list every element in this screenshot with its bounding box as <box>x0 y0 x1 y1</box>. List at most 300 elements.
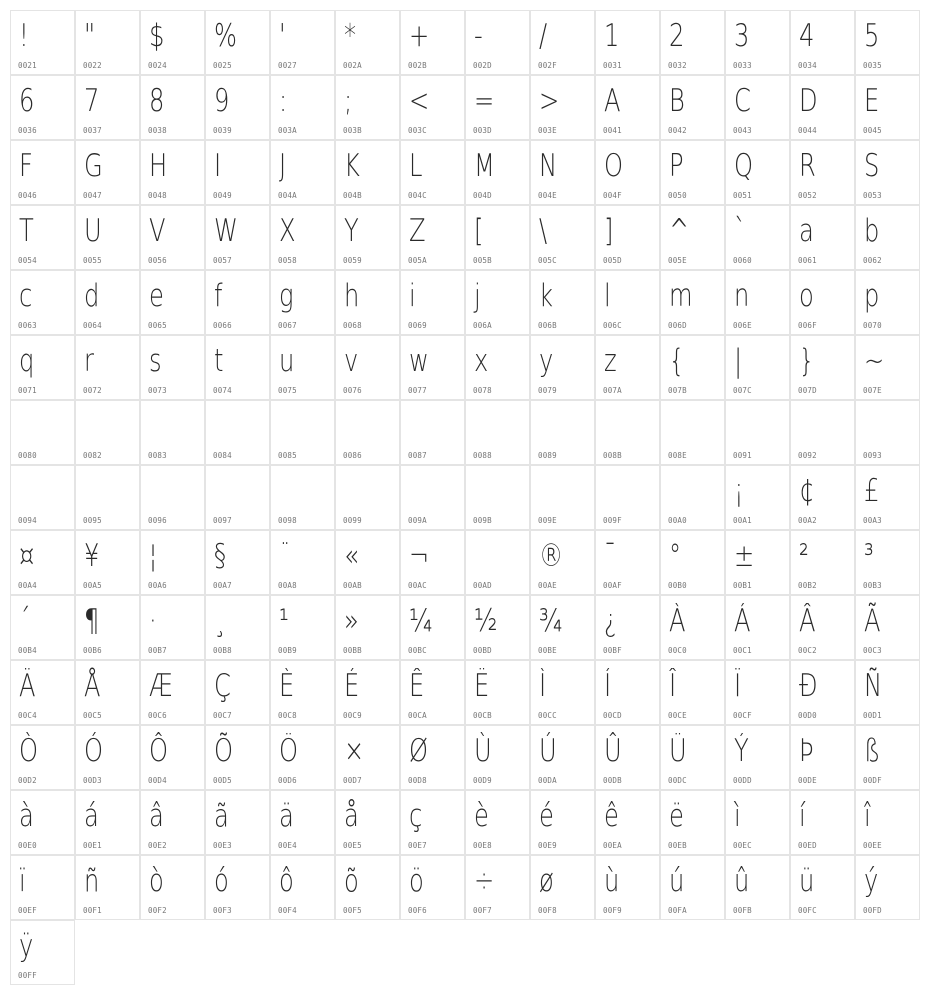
glyph-codepoint: 00FC <box>798 906 817 915</box>
glyph-cell <box>790 205 855 270</box>
glyph-char: ÷ <box>474 863 495 899</box>
glyph-codepoint: 00A5 <box>83 581 102 590</box>
glyph-char: : <box>279 83 288 119</box>
glyph-char: v <box>344 343 359 379</box>
glyph-cell <box>595 75 660 140</box>
glyph-codepoint: 00E8 <box>473 841 492 850</box>
glyph-codepoint: 00E3 <box>213 841 232 850</box>
glyph-cell <box>75 595 140 660</box>
glyph-char: È <box>279 668 295 704</box>
glyph-char: ì <box>734 798 741 834</box>
glyph-codepoint: 0080 <box>18 451 37 460</box>
glyph-cell <box>75 205 140 270</box>
glyph-codepoint: 00A7 <box>213 581 232 590</box>
glyph-codepoint: 0033 <box>733 61 752 70</box>
glyph-cell <box>75 660 140 725</box>
glyph-cell <box>205 595 270 660</box>
glyph-cell <box>660 270 725 335</box>
glyph-cell <box>10 270 75 335</box>
glyph-codepoint: 00AD <box>473 581 492 590</box>
glyph-cell <box>725 140 790 205</box>
glyph-codepoint: 00D9 <box>473 776 492 785</box>
glyph-codepoint: 0032 <box>668 61 687 70</box>
glyph-char: Ä <box>19 668 36 704</box>
glyph-codepoint: 009A <box>408 516 427 525</box>
glyph-char: 5 <box>864 18 880 54</box>
glyph-codepoint: 006F <box>798 321 817 330</box>
glyph-codepoint: 00CB <box>473 711 492 720</box>
glyph-cell <box>335 335 400 400</box>
glyph-cell <box>465 335 530 400</box>
glyph-char: } <box>799 343 815 379</box>
glyph-codepoint: 00D7 <box>343 776 362 785</box>
glyph-cell <box>725 270 790 335</box>
glyph-cell <box>725 335 790 400</box>
glyph-codepoint: 0069 <box>408 321 427 330</box>
glyph-char: I <box>214 148 222 184</box>
glyph-codepoint: 00CF <box>733 711 752 720</box>
glyph-cell <box>465 75 530 140</box>
glyph-cell <box>335 465 400 530</box>
glyph-cell <box>335 660 400 725</box>
glyph-char: ¼ <box>409 603 433 639</box>
glyph-char: / <box>539 18 548 54</box>
glyph-char: û <box>734 863 750 899</box>
glyph-cell <box>270 725 335 790</box>
glyph-cell <box>10 465 75 530</box>
glyph-cell <box>465 595 530 660</box>
glyph-codepoint: 009F <box>603 516 622 525</box>
glyph-char: $ <box>149 18 165 54</box>
glyph-cell <box>595 725 660 790</box>
glyph-cell <box>140 400 205 465</box>
glyph-cell <box>855 465 920 530</box>
glyph-char: É <box>344 668 360 704</box>
glyph-char: ¤ <box>19 538 35 574</box>
glyph-char: | <box>734 343 743 379</box>
glyph-char: 7 <box>84 83 100 119</box>
glyph-codepoint: 0094 <box>18 516 37 525</box>
glyph-codepoint: 005C <box>538 256 557 265</box>
glyph-codepoint: 00D4 <box>148 776 167 785</box>
glyph-codepoint: 00D5 <box>213 776 232 785</box>
glyph-char: * <box>344 18 357 54</box>
glyph-cell <box>725 75 790 140</box>
glyph-cell <box>400 595 465 660</box>
glyph-cell <box>530 140 595 205</box>
glyph-codepoint: 0031 <box>603 61 622 70</box>
glyph-char: ¬ <box>409 538 430 574</box>
glyph-char: ¡ <box>734 473 744 509</box>
glyph-cell <box>595 530 660 595</box>
glyph-cell <box>140 140 205 205</box>
glyph-char: 1 <box>604 18 620 54</box>
glyph-cell <box>335 140 400 205</box>
glyph-codepoint: 00F8 <box>538 906 557 915</box>
glyph-codepoint: 0064 <box>83 321 102 330</box>
glyph-codepoint: 005E <box>668 256 687 265</box>
glyph-codepoint: 00DA <box>538 776 557 785</box>
glyph-codepoint: 00C0 <box>668 646 687 655</box>
glyph-codepoint: 00F3 <box>213 906 232 915</box>
glyph-codepoint: 00F4 <box>278 906 297 915</box>
glyph-cell <box>75 855 140 920</box>
glyph-codepoint: 00D1 <box>863 711 882 720</box>
glyph-char: 9 <box>214 83 230 119</box>
glyph-char: » <box>344 603 359 639</box>
glyph-codepoint: 00AB <box>343 581 362 590</box>
glyph-char: Â <box>799 603 816 639</box>
glyph-char: ô <box>279 863 294 899</box>
glyph-codepoint: 003E <box>538 126 557 135</box>
glyph-cell <box>205 205 270 270</box>
glyph-cell <box>595 335 660 400</box>
glyph-char: Ô <box>149 733 169 769</box>
glyph-char: ê <box>604 798 619 834</box>
glyph-codepoint: 0086 <box>343 451 362 460</box>
glyph-codepoint: 00A1 <box>733 516 752 525</box>
glyph-char: " <box>84 18 96 54</box>
glyph-cell <box>660 725 725 790</box>
glyph-cell <box>530 790 595 855</box>
glyph-char: < <box>409 83 430 119</box>
glyph-char: x <box>474 343 489 379</box>
glyph-char: Î <box>669 668 677 704</box>
glyph-codepoint: 00C6 <box>148 711 167 720</box>
glyph-cell <box>270 660 335 725</box>
glyph-char: K <box>344 148 360 184</box>
glyph-char: w <box>409 343 429 379</box>
glyph-codepoint: 00C8 <box>278 711 297 720</box>
glyph-cell <box>530 10 595 75</box>
glyph-codepoint: 00D3 <box>83 776 102 785</box>
glyph-cell <box>530 660 595 725</box>
glyph-char: ² <box>799 538 809 574</box>
glyph-cell <box>205 140 270 205</box>
glyph-codepoint: 006B <box>538 321 557 330</box>
glyph-char: ³ <box>864 538 874 574</box>
glyph-char: â <box>149 798 164 834</box>
glyph-cell <box>205 10 270 75</box>
glyph-char: í <box>799 798 806 834</box>
glyph-codepoint: 00DF <box>863 776 882 785</box>
glyph-cell <box>75 140 140 205</box>
glyph-char: Ú <box>539 733 557 769</box>
glyph-codepoint: 00DD <box>733 776 752 785</box>
glyph-cell <box>10 660 75 725</box>
glyph-char: Ù <box>474 733 492 769</box>
glyph-char: « <box>344 538 359 574</box>
glyph-codepoint: 00EB <box>668 841 687 850</box>
glyph-cell <box>595 465 660 530</box>
glyph-cell <box>595 140 660 205</box>
glyph-cell <box>855 10 920 75</box>
glyph-codepoint: 006A <box>473 321 492 330</box>
glyph-char: Ü <box>669 733 687 769</box>
glyph-codepoint: 004E <box>538 191 557 200</box>
glyph-cell <box>530 400 595 465</box>
glyph-codepoint: 006E <box>733 321 752 330</box>
glyph-char: á <box>84 798 99 834</box>
glyph-char: W <box>214 213 238 249</box>
glyph-char: ¢ <box>799 473 815 509</box>
glyph-cell <box>790 855 855 920</box>
glyph-codepoint: 003C <box>408 126 427 135</box>
glyph-char: è <box>474 798 489 834</box>
glyph-char: Õ <box>214 733 234 769</box>
glyph-char: ¶ <box>84 603 100 639</box>
glyph-cell <box>10 855 75 920</box>
glyph-char: Y <box>344 213 359 249</box>
glyph-char: ó <box>214 863 229 899</box>
glyph-codepoint: 007C <box>733 386 752 395</box>
glyph-codepoint: 007E <box>863 386 882 395</box>
glyph-cell <box>400 270 465 335</box>
glyph-codepoint: 0099 <box>343 516 362 525</box>
glyph-codepoint: 00FA <box>668 906 687 915</box>
glyph-char: R <box>799 148 816 184</box>
glyph-char: ò <box>149 863 164 899</box>
glyph-codepoint: 0073 <box>148 386 167 395</box>
glyph-codepoint: 00C2 <box>798 646 817 655</box>
glyph-codepoint: 002D <box>473 61 492 70</box>
glyph-char: Ò <box>19 733 39 769</box>
glyph-char: m <box>669 278 693 314</box>
glyph-char: Æ <box>149 668 173 704</box>
glyph-codepoint: 00BC <box>408 646 427 655</box>
glyph-char: · <box>149 603 157 639</box>
glyph-codepoint: 0088 <box>473 451 492 460</box>
glyph-codepoint: 00D0 <box>798 711 817 720</box>
glyph-grid <box>10 10 920 985</box>
glyph-cell <box>855 725 920 790</box>
glyph-codepoint: 0037 <box>83 126 102 135</box>
glyph-cell <box>10 530 75 595</box>
glyph-char: ï <box>19 863 26 899</box>
glyph-cell <box>335 530 400 595</box>
glyph-codepoint: 006D <box>668 321 687 330</box>
glyph-char: Å <box>84 668 101 704</box>
glyph-char: Ñ <box>864 668 883 704</box>
glyph-codepoint: 0085 <box>278 451 297 460</box>
glyph-cell <box>465 465 530 530</box>
glyph-cell <box>140 75 205 140</box>
glyph-char: £ <box>864 473 880 509</box>
glyph-cell <box>660 790 725 855</box>
glyph-cell <box>465 140 530 205</box>
glyph-char: h <box>344 278 360 314</box>
glyph-cell <box>335 855 400 920</box>
glyph-cell <box>270 465 335 530</box>
glyph-char: ` <box>734 213 747 249</box>
glyph-codepoint: 0048 <box>148 191 167 200</box>
glyph-cell <box>790 465 855 530</box>
glyph-char: ö <box>409 863 424 899</box>
glyph-char: 4 <box>799 18 815 54</box>
glyph-codepoint: 002F <box>538 61 557 70</box>
glyph-codepoint: 0091 <box>733 451 752 460</box>
glyph-cell <box>725 660 790 725</box>
glyph-cell <box>790 10 855 75</box>
glyph-codepoint: 0076 <box>343 386 362 395</box>
glyph-char: H <box>149 148 168 184</box>
glyph-char: ¯ <box>604 538 617 574</box>
glyph-codepoint: 0044 <box>798 126 817 135</box>
glyph-codepoint: 0066 <box>213 321 232 330</box>
glyph-codepoint: 00E4 <box>278 841 297 850</box>
glyph-cell <box>400 530 465 595</box>
glyph-cell <box>400 400 465 465</box>
glyph-cell <box>205 855 270 920</box>
glyph-char: g <box>279 278 294 314</box>
glyph-cell <box>855 530 920 595</box>
glyph-cell <box>530 465 595 530</box>
glyph-cell <box>335 790 400 855</box>
glyph-char: ß <box>864 733 881 769</box>
glyph-cell <box>660 205 725 270</box>
glyph-char: i <box>409 278 416 314</box>
glyph-codepoint: 004A <box>278 191 297 200</box>
glyph-codepoint: 00DC <box>668 776 687 785</box>
glyph-codepoint: 0021 <box>18 61 37 70</box>
glyph-cell <box>725 595 790 660</box>
glyph-codepoint: 002B <box>408 61 427 70</box>
glyph-char: ¸ <box>214 603 227 639</box>
glyph-cell <box>595 270 660 335</box>
glyph-char: 6 <box>19 83 35 119</box>
glyph-codepoint: 0058 <box>278 256 297 265</box>
glyph-cell <box>465 725 530 790</box>
glyph-cell <box>400 140 465 205</box>
glyph-char: X <box>279 213 296 249</box>
glyph-char: r <box>84 343 94 379</box>
glyph-char: Ý <box>734 733 749 769</box>
glyph-cell <box>140 335 205 400</box>
glyph-cell <box>855 140 920 205</box>
glyph-codepoint: 00FF <box>18 971 37 980</box>
glyph-char: Ì <box>539 668 547 704</box>
glyph-cell <box>140 270 205 335</box>
glyph-cell <box>855 205 920 270</box>
glyph-cell <box>725 400 790 465</box>
glyph-codepoint: 0054 <box>18 256 37 265</box>
glyph-codepoint: 00A0 <box>668 516 687 525</box>
glyph-char: > <box>539 83 560 119</box>
glyph-cell <box>790 335 855 400</box>
glyph-cell <box>335 75 400 140</box>
glyph-char: 2 <box>669 18 685 54</box>
glyph-cell <box>205 530 270 595</box>
glyph-char: Û <box>604 733 622 769</box>
glyph-cell <box>660 465 725 530</box>
glyph-char: l <box>604 278 611 314</box>
glyph-codepoint: 003D <box>473 126 492 135</box>
glyph-codepoint: 00C3 <box>863 646 882 655</box>
glyph-cell <box>660 530 725 595</box>
glyph-char: Q <box>734 148 754 184</box>
glyph-codepoint: 0092 <box>798 451 817 460</box>
glyph-char: E <box>864 83 880 119</box>
glyph-cell <box>855 595 920 660</box>
glyph-cell <box>75 725 140 790</box>
glyph-cell <box>465 10 530 75</box>
glyph-codepoint: 008B <box>603 451 622 460</box>
glyph-codepoint: 007A <box>603 386 622 395</box>
glyph-cell <box>725 855 790 920</box>
glyph-char: ] <box>604 213 614 249</box>
glyph-cell <box>270 855 335 920</box>
glyph-codepoint: 0047 <box>83 191 102 200</box>
glyph-codepoint: 00CA <box>408 711 427 720</box>
glyph-char: ± <box>734 538 755 574</box>
glyph-cell <box>400 725 465 790</box>
glyph-cell <box>660 400 725 465</box>
glyph-cell <box>10 400 75 465</box>
glyph-cell <box>855 335 920 400</box>
glyph-codepoint: 007D <box>798 386 817 395</box>
glyph-cell <box>660 140 725 205</box>
glyph-cell <box>530 855 595 920</box>
glyph-codepoint: 0097 <box>213 516 232 525</box>
glyph-cell <box>10 205 75 270</box>
glyph-char: N <box>539 148 558 184</box>
glyph-codepoint: 00EA <box>603 841 622 850</box>
glyph-cell <box>270 270 335 335</box>
glyph-cell <box>790 790 855 855</box>
glyph-cell <box>465 205 530 270</box>
glyph-cell <box>400 335 465 400</box>
glyph-cell <box>660 335 725 400</box>
glyph-char: 3 <box>734 18 750 54</box>
glyph-cell <box>530 205 595 270</box>
glyph-cell <box>595 400 660 465</box>
glyph-codepoint: 00E1 <box>83 841 102 850</box>
glyph-char: Ã <box>864 603 881 639</box>
glyph-codepoint: 0067 <box>278 321 297 330</box>
glyph-cell <box>660 10 725 75</box>
glyph-cell <box>140 465 205 530</box>
glyph-char: e <box>149 278 164 314</box>
glyph-codepoint: 00A6 <box>148 581 167 590</box>
glyph-cell <box>400 465 465 530</box>
glyph-char: F <box>19 148 33 184</box>
glyph-cell <box>725 790 790 855</box>
glyph-char: p <box>864 278 880 314</box>
glyph-cell <box>335 725 400 790</box>
glyph-codepoint: 00AE <box>538 581 557 590</box>
glyph-char: é <box>539 798 554 834</box>
glyph-char: Á <box>734 603 751 639</box>
glyph-char: 8 <box>149 83 165 119</box>
glyph-codepoint: 00A3 <box>863 516 882 525</box>
glyph-codepoint: 005A <box>408 256 427 265</box>
glyph-char: Ê <box>409 668 425 704</box>
glyph-char: ^ <box>669 213 690 249</box>
glyph-char: - <box>474 18 483 54</box>
glyph-cell <box>790 530 855 595</box>
glyph-cell <box>270 205 335 270</box>
glyph-codepoint: 00C1 <box>733 646 752 655</box>
glyph-codepoint: 007B <box>668 386 687 395</box>
glyph-char: A <box>604 83 621 119</box>
glyph-cell <box>10 790 75 855</box>
glyph-char: L <box>409 148 423 184</box>
glyph-cell <box>140 660 205 725</box>
glyph-codepoint: 00E7 <box>408 841 427 850</box>
glyph-cell <box>465 660 530 725</box>
glyph-codepoint: 003B <box>343 126 362 135</box>
glyph-cell <box>790 725 855 790</box>
